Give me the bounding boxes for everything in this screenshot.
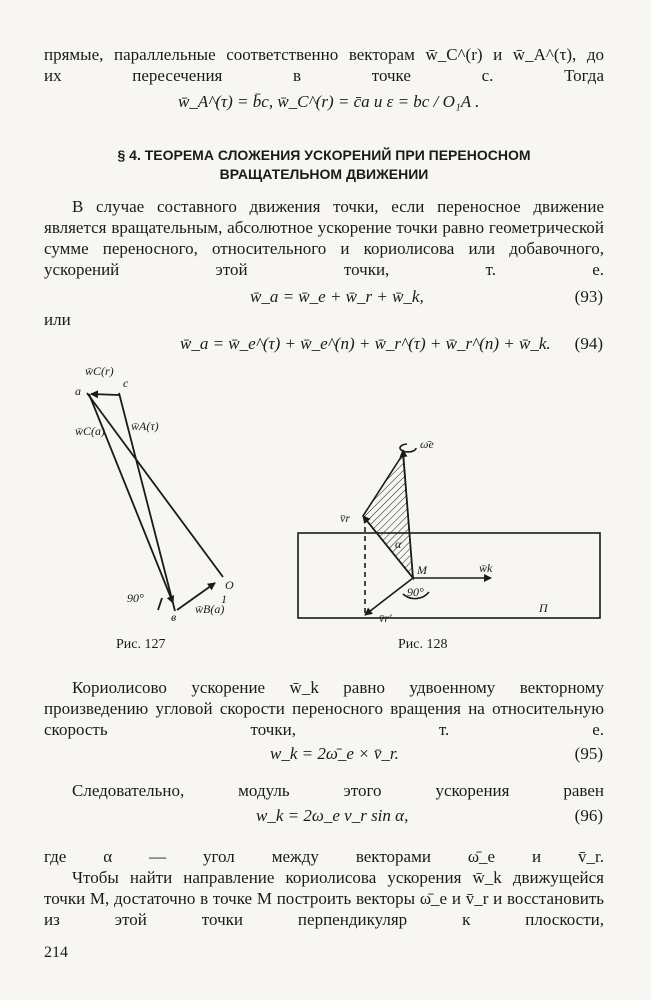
label-angle-90: 90°	[407, 585, 424, 599]
label-wk: w̄k	[479, 561, 493, 575]
equation-95: w_k = 2ω̄_e × v̄_r.	[270, 744, 399, 763]
section-title-line-2: ВРАЩАТЕЛЬНОМ ДВИЖЕНИИ	[219, 166, 429, 182]
label-vr-prime: v̄r′	[379, 611, 392, 625]
label-O: O	[225, 578, 234, 592]
label-wAt: w̄A(τ)	[131, 419, 159, 433]
label-angle: 90°	[127, 591, 144, 605]
equation-93: w̄_a = w̄_e + w̄_r + w̄_k,	[250, 287, 424, 306]
equation-96-number: (96)	[574, 806, 603, 825]
right-angle-mark	[158, 598, 162, 610]
intro-formula: w̄_A^(τ) = b̄c, w̄_C^(r) = c̄a и ε = bc / O₁A .	[178, 92, 480, 111]
label-vr: v̄r	[340, 511, 350, 525]
intro-line-2: их пересечения в точке c. Тогда	[44, 66, 604, 85]
intro-line-1: прямые, параллельные соответственно векторам w̄_C^(r) и w̄_A^(τ), до	[44, 45, 604, 64]
label-omega: ω̄e	[420, 437, 434, 451]
label-one: 1	[221, 592, 227, 606]
plane-P	[298, 533, 600, 618]
label-a: a	[75, 384, 81, 398]
page-number: 214	[44, 944, 68, 961]
rotation-arrow	[400, 444, 416, 452]
vector-ca	[91, 394, 119, 395]
equation-94: w̄_a = w̄_e^(τ) + w̄_e^(n) + w̄_r^(τ) + w̄_r^(n) + w̄_k.	[180, 334, 551, 353]
figure-127	[55, 355, 255, 630]
paragraph-composition: В случае составного движения точки, если переносное движение является вращательным, абсолютное ускорение точки равно геометрической сумме переносного, относительного и кориолисова или добавочного, ускорений этой точки, т. е.	[44, 197, 604, 279]
label-b: в	[171, 610, 177, 624]
label-alpha: α	[395, 537, 402, 551]
caption-fig-128: Рис. 128	[398, 637, 448, 652]
label-M: M	[417, 563, 427, 577]
paragraph-modulus: Следовательно, модуль этого ускорения равен	[72, 781, 604, 800]
label-wCa: w̄C(a)	[75, 424, 105, 438]
section-title-line-1: § 4. ТЕОРЕМА СЛОЖЕНИЯ УСКОРЕНИЙ ПРИ ПЕРЕНОСНОМ	[117, 147, 531, 163]
paragraph-direction: Чтобы найти направление кориолисова ускорения w̄_k движущейся точки M, достаточно в точке M построить векторы ω̄_e и v̄_r и восстановить из этой точки перпендикуляр к плоскости,	[44, 868, 604, 929]
paragraph-alpha-def: где α — угол между векторами ω̄_e и v̄_r.	[44, 847, 604, 866]
label-plane: П	[539, 601, 548, 615]
label-wBa: w̄B(a)	[195, 602, 225, 616]
equation-96: w_k = 2ω_e v_r sin α,	[256, 806, 409, 825]
label-c: c	[123, 376, 129, 390]
paragraph-coriolis: Кориолисово ускорение w̄_k равно удвоенному векторному произведению угловой скорости переносного вращения на относительную скорость точки, т. е.	[44, 678, 604, 739]
or-word: или	[44, 310, 71, 329]
equation-93-number: (93)	[574, 287, 603, 306]
caption-fig-127: Рис. 127	[116, 637, 166, 652]
equation-94-number: (94)	[574, 334, 603, 353]
figure-128	[295, 430, 607, 630]
label-wCr: w̄C(r)	[85, 364, 114, 378]
equation-95-number: (95)	[574, 744, 603, 763]
